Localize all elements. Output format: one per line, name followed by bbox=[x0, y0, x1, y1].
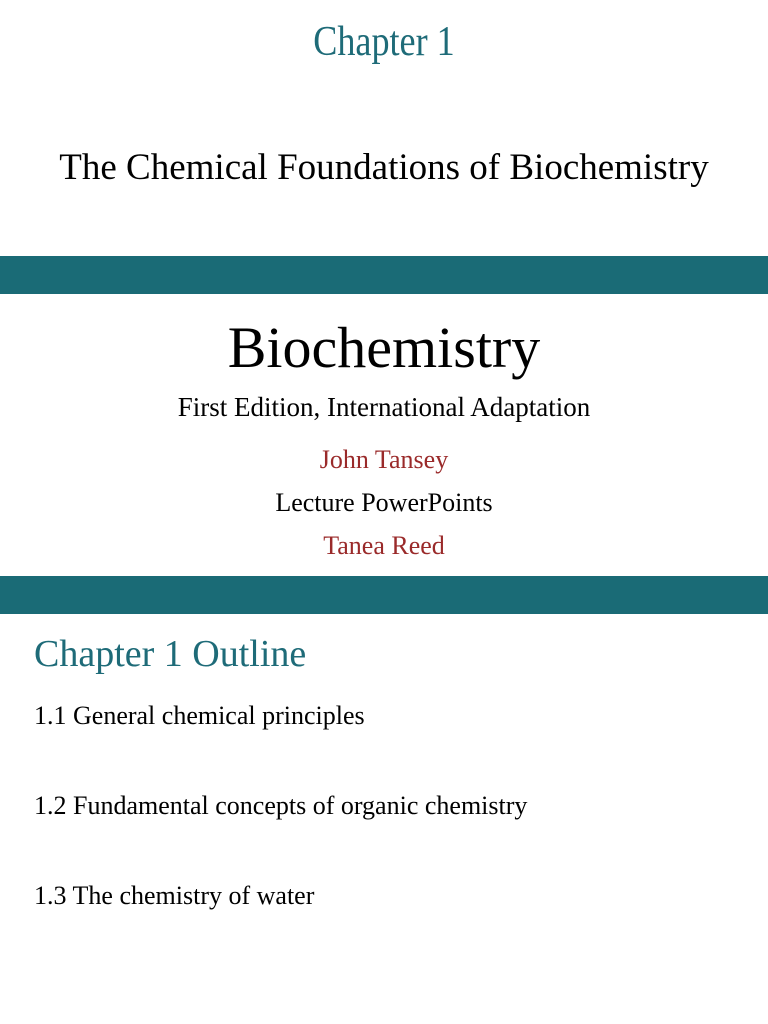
presenter-name: Tanea Reed bbox=[323, 531, 445, 560]
outline-item: 1.2 Fundamental concepts of organic chemistry bbox=[34, 791, 528, 820]
book-title: Biochemistry bbox=[227, 315, 541, 380]
chapter-subtitle: The Chemical Foundations of Biochemistry bbox=[59, 147, 709, 188]
chapter-heading: Chapter 1 bbox=[313, 19, 455, 65]
book-author: John Tansey bbox=[319, 445, 449, 474]
title-slide bbox=[0, 0, 768, 256]
lecture-label: Lecture PowerPoints bbox=[275, 488, 493, 517]
outline-slide bbox=[0, 614, 768, 1024]
book-slide bbox=[0, 294, 768, 576]
book-edition: First Edition, International Adaptation bbox=[177, 392, 591, 422]
slide-divider-band bbox=[0, 256, 768, 294]
outline-list bbox=[34, 698, 527, 968]
outline-item: 1.3 The chemistry of water bbox=[34, 881, 315, 910]
outline-title: Chapter 1 Outline bbox=[34, 633, 307, 675]
slide-divider-band bbox=[0, 576, 768, 614]
outline-item: 1.1 General chemical principles bbox=[34, 701, 365, 730]
